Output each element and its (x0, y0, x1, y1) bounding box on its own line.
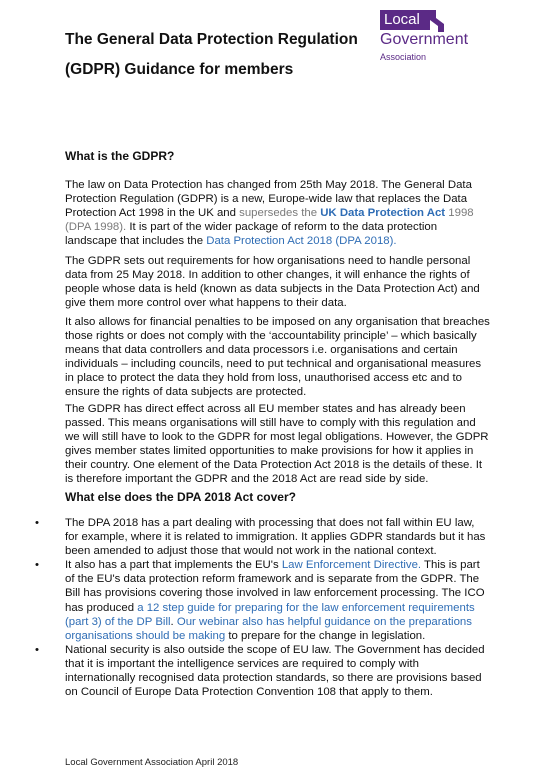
bullet-text: to prepare for the change in legislation. (225, 629, 426, 642)
supersedes-text: supersedes the (239, 207, 321, 220)
bullet-text: . (170, 615, 177, 628)
list-item (35, 643, 490, 699)
bullet-text: National security is also outside the scope of EU law. The Government has decided that it is important the intelligence services are required to comply with internationally recognised data protection standards, so there are provisions based on Council of Europe Data Protection Convention 108 that apply to them. (65, 643, 485, 699)
logo-local-box: Local (380, 10, 430, 30)
page-title (65, 26, 365, 86)
logo-mark-icon (428, 10, 446, 32)
para-text: The law on Data Protection has changed from 25th May 2018. The General Data Protection Regulation (GDPR) is a new, Europe-wide law that replaces the Data Protection Act 1998 in the UK and (65, 179, 472, 220)
dpa-1998-text: 1998 (DPA 1998). (65, 207, 474, 234)
logo-government: Government (380, 31, 469, 48)
lga-logo (380, 10, 490, 68)
bullet-icon: • (35, 517, 39, 529)
bullet-text: This is part of the EU's data protection reform framework and is separate from the GDPR. The Bill has provisions covering those involved in law enforcement processing. The ICO has produced (65, 559, 485, 614)
bullet-icon: • (35, 643, 39, 656)
title-line-1: The General Data Protection Regulation (65, 31, 358, 48)
list-item (35, 558, 490, 643)
bullet-text: The DPA 2018 has a part dealing with processing that does not fall within EU law, for example, where it is related to immigration. It applies GDPR standards but it has been amended to adjust those that would not work in the national context. (65, 517, 486, 558)
bullet-text: It also has a part that implements the EU's (65, 559, 282, 572)
logo-association: Association (380, 52, 427, 62)
section-heading-dpa-2018: What else does the DPA 2018 Act cover? (65, 490, 296, 504)
page-footer: Local Government Association April 2018 (65, 757, 239, 768)
paragraph-penalties: It also allows for financial penalties to be imposed on any organisation that breaches those rights or does not comply with the ‘accountability principle’ – which basically means that data controllers and data processors i.e. organisations and certain individuals – including councils, need to put technical and organisational measures in place to protect the data they hold from loss, unauthorised access etc and to ensure the rights of data subjects are protected. (65, 316, 490, 399)
para-text: It is part of the wider package of reform to the data protection landscape that includes the (65, 221, 438, 248)
title-line-2: (GDPR) Guidance for members (65, 61, 294, 78)
paragraph-direct-effect: The GDPR has direct effect across all EU member states and has already been passed. This means organisations will still have to comply with this regulation and we will still have to look to the GDPR for most legal obligations. However, the GDPR gives member states limited opportunities to make provisions for how it applies in their country. One element of the Data Protection Act 2018 is the details of these. It is therefore important the GDPR and the 2018 Act are read side by side. (65, 403, 489, 486)
bullet-icon: • (35, 559, 39, 572)
webinar-link[interactable]: Our webinar also has helpful guidance on the preparations organisations should be making (65, 615, 472, 642)
dpa-2018-link[interactable]: Data Protection Act 2018 (DPA 2018). (206, 235, 397, 248)
law-enforcement-directive-link[interactable]: Law Enforcement Directive. (281, 559, 422, 572)
list-item (35, 516, 490, 558)
section-heading-what-is-gdpr: What is the GDPR? (65, 149, 175, 163)
paragraph-intro (65, 178, 490, 248)
dpa-bullet-list (35, 516, 490, 699)
paragraph-requirements: The GDPR sets out requirements for how organisations need to handle personal data from 25 May 2018. In addition to other changes, it will enhance the rights of people whose data is held (known as data subjects in the Data Protection Act) and give them more control over what happens to their data. (65, 255, 480, 310)
uk-dpa-link[interactable]: UK Data Protection Act (320, 207, 446, 220)
ico-12-step-guide-link[interactable]: a 12 step guide for preparing for the law enforcement requirements (part 3) of the DP Bill (65, 601, 475, 628)
